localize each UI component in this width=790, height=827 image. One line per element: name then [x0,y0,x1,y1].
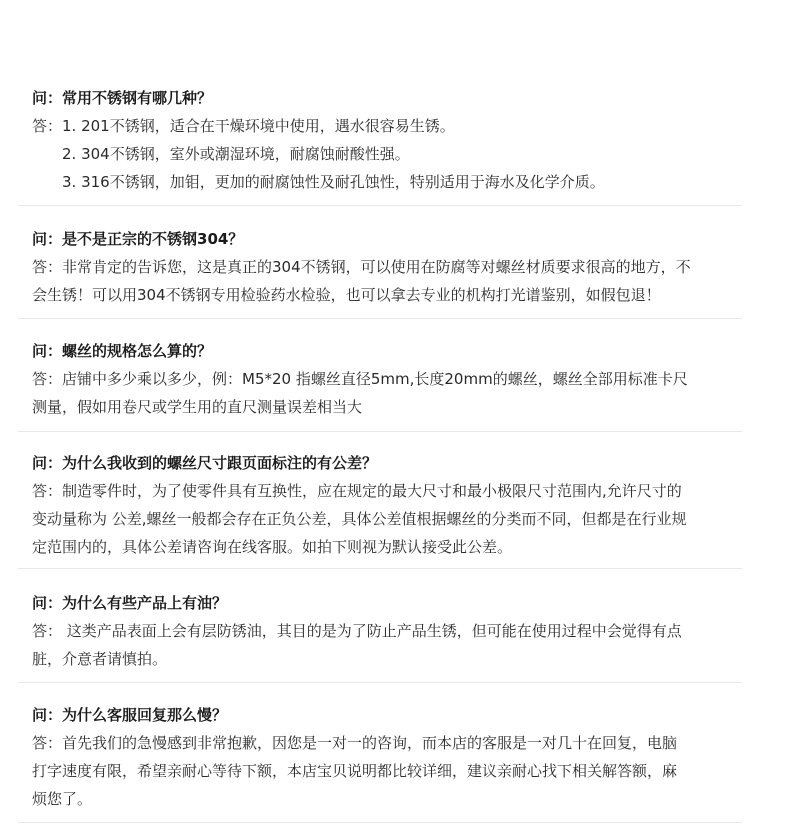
answer-line: 2. 304不锈钢，室外或潮湿环境，耐腐蚀耐酸性强。 [62,145,410,163]
divider [18,431,742,432]
faq-answer [32,253,744,309]
faq-question: 问：是不是正宗的不锈钢304？ [32,230,244,248]
faq-answer [32,365,744,421]
answer-line: 测量，假如用卷尺或学生用的直尺测量误差相当大 [32,398,363,416]
answer-line: 答：非常肯定的告诉您，这是真正的304不锈钢，可以使用在防腐等对螺丝材质要求很高的地方，不 [32,258,691,276]
faq-question: 问：为什么我收到的螺丝尺寸跟页面标注的有公差？ [32,454,378,472]
divider [18,682,742,683]
answer-line: 定范围内的，具体公差请咨询在线客服。如拍下则视为默认接受此公差。 [32,538,513,556]
answer-line: 脏，介意者请慎拍。 [32,650,168,668]
answer-line: 3. 316不锈钢，加钼，更加的耐腐蚀性及耐孔蚀性，特别适用于海水及化学介质。 [62,173,605,191]
answer-line: 烦您了。 [32,790,93,808]
faq-answer [32,477,744,561]
faq-answer [32,729,744,813]
answer-line: 答：首先我们的急慢感到非常抱歉，因您是一对一的咨询，而本店的客服是一对几十在回复，电脑 [32,734,678,752]
faq-question: 问：为什么客服回复那么慢？ [32,706,228,724]
faq-question: 问：螺丝的规格怎么算的？ [32,342,213,360]
answer-line: 答： 这类产品表面上会有层防锈油，其目的是为了防止产品生锈，但可能在使用过程中会觉得有点 [32,622,682,640]
faq-answer [32,617,744,673]
faq-answer [32,112,744,196]
answer-line: 打字速度有限，希望亲耐心等待下额，本店宝贝说明都比较详细，建议亲耐心找下相关解答额，麻 [32,762,678,780]
answer-line: 答：1. 201不锈钢，适合在干燥环境中使用，遇水很容易生锈。 [32,117,455,135]
divider [18,568,742,569]
answer-line: 会生锈！可以用304不锈钢专用检验药水检验，也可以拿去专业的机构打光谱鉴别，如假包退！ [32,286,661,304]
faq-question: 问：常用不锈钢有哪几种？ [32,89,213,107]
answer-line: 答：制造零件时，为了使零件具有互换性，应在规定的最大尺寸和最小极限尺寸范围内,允许尺寸的 [32,482,682,500]
divider [18,318,742,319]
answer-line: 答：店铺中多少乘以多少，例：M5*20 指螺丝直径5mm,长度20mm的螺丝，螺丝全部用标准卡尺 [32,370,688,388]
faq-question: 问：为什么有些产品上有油？ [32,594,228,612]
divider [18,822,742,823]
answer-line: 变动量称为 公差,螺丝一般都会存在正负公差，具体公差值根据螺丝的分类而不同，但都是在行业规 [32,510,687,528]
divider [18,205,742,206]
